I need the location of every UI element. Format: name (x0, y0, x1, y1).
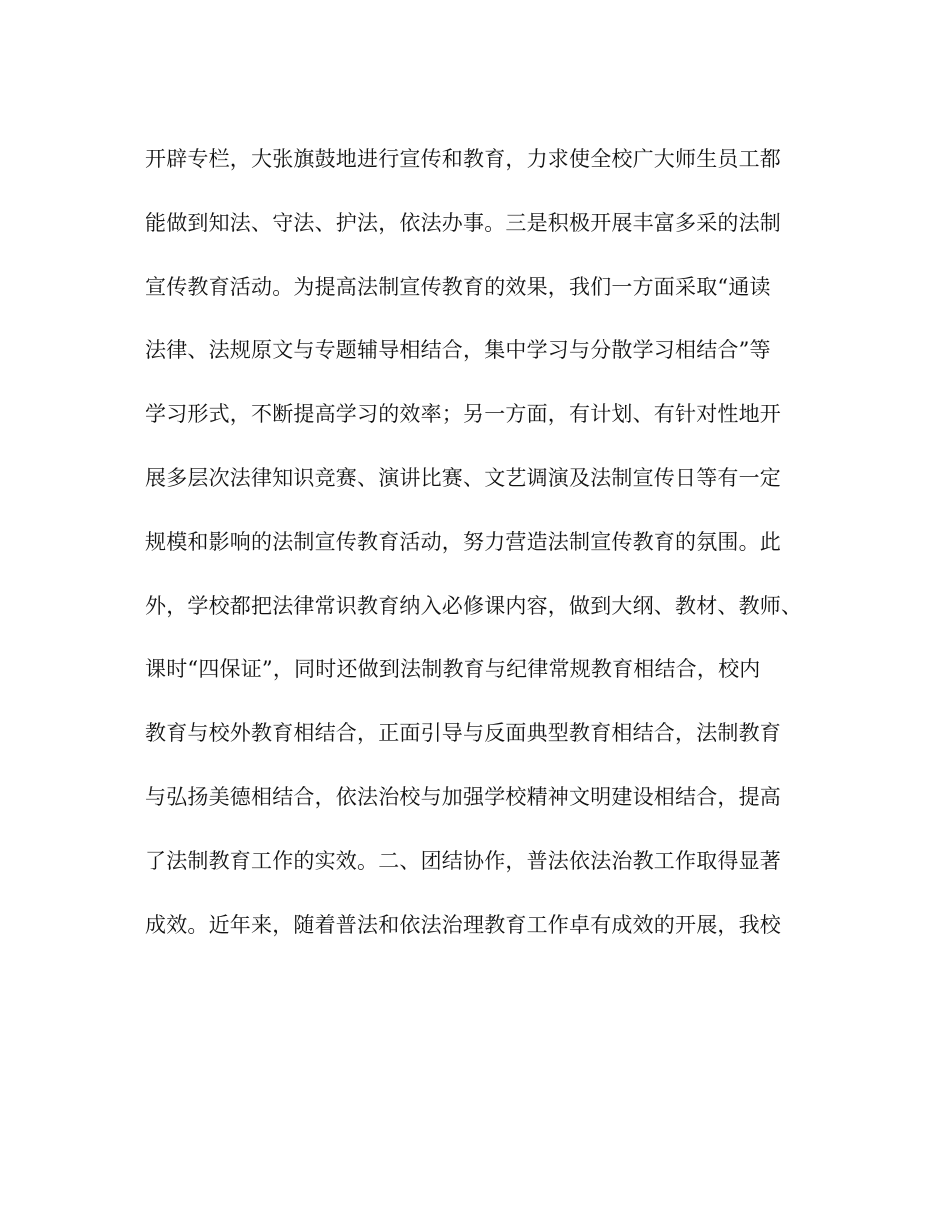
text-line: 能做到知法、守法、护法，依法办事。三是积极开展丰富多采的法制 (145, 210, 781, 235)
text-line: 学习形式，不断提高学习的效率；另一方面，有计划、有针对性地开 (145, 402, 781, 427)
text-line: 外，学校都把法律常识教育纳入必修课内容，做到大纲、教材、教师、 (145, 593, 803, 618)
text-line: 展多层次法律知识竞赛、演讲比赛、文艺调演及法制宣传日等有一定 (145, 465, 781, 490)
body-text (145, 138, 825, 967)
text-line: 课时“四保证”，同时还做到法制教育与纪律常规教育相结合，校内 (145, 657, 761, 682)
text-line: 宣传教育活动。为提高法制宣传教育的效果，我们一方面采取“通读 (145, 274, 771, 299)
text-line: 规模和影响的法制宣传教育活动，努力营造法制宣传教育的氛围。此 (145, 529, 781, 554)
text-line: 成效。近年来，随着普法和依法治理教育工作卓有成效的开展，我校 (145, 912, 781, 937)
text-line: 与弘扬美德相结合，依法治校与加强学校精神文明建设相结合，提高 (145, 784, 781, 809)
text-line: 开辟专栏，大张旗鼓地进行宣传和教育，力求使全校广大师生员工都 (145, 147, 781, 171)
text-line: 法律、法规原文与专题辅导相结合，集中学习与分散学习相结合”等 (145, 338, 771, 363)
text-line: 了法制教育工作的实效。二、团结协作，普法依法治教工作取得显著 (145, 848, 781, 873)
text-line: 教育与校外教育相结合，正面引导与反面典型教育相结合，法制教育 (145, 721, 781, 746)
